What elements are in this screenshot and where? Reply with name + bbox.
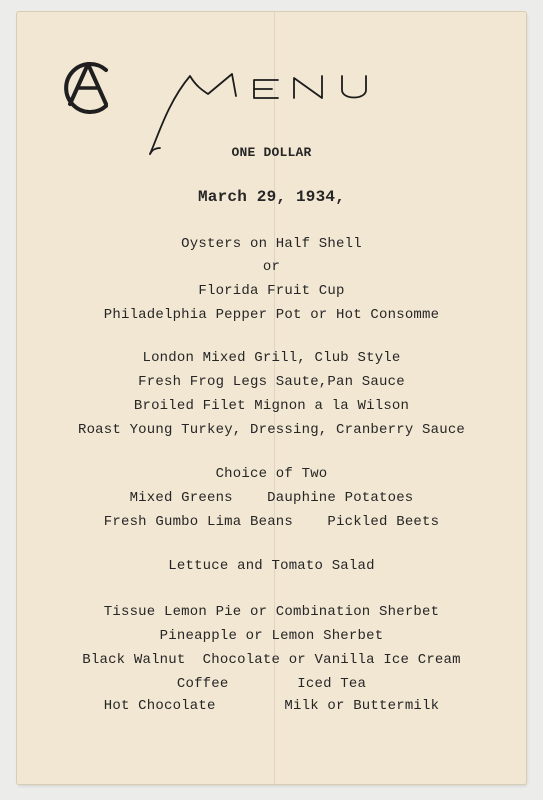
menu-item: Pineapple or Lemon Sherbet bbox=[159, 628, 384, 644]
menu-item: Tissue Lemon Pie or Combination Sherbet bbox=[103, 604, 440, 620]
menu-item: Philadelphia Pepper Pot or Hot Consomme bbox=[103, 307, 440, 323]
menu-item: Florida Fruit Cup bbox=[198, 283, 345, 299]
menu-item: Coffee Iced Tea bbox=[176, 676, 367, 692]
menu-item: or bbox=[262, 259, 281, 275]
menu-item: Oysters on Half Shell bbox=[181, 236, 362, 252]
menu-item: Roast Young Turkey, Dressing, Cranberry Sauce bbox=[77, 422, 466, 438]
menu-item: Fresh Frog Legs Saute,Pan Sauce bbox=[138, 374, 405, 390]
menu-item: Mixed Greens Dauphine Potatoes bbox=[129, 490, 414, 506]
monogram-logo bbox=[56, 56, 120, 120]
menu-date: March 29, 1934, bbox=[197, 188, 346, 206]
section-heading: Choice of Two bbox=[215, 466, 328, 482]
price-heading: ONE DOLLAR bbox=[231, 145, 312, 160]
menu-item: London Mixed Grill, Club Style bbox=[142, 350, 401, 366]
menu-item: Fresh Gumbo Lima Beans Pickled Beets bbox=[103, 514, 440, 530]
menu-item: Lettuce and Tomato Salad bbox=[168, 558, 375, 574]
menu-item: Hot Chocolate Milk or Buttermilk bbox=[103, 698, 440, 714]
menu-item: Broiled Filet Mignon a la Wilson bbox=[133, 398, 410, 414]
menu-item: Black Walnut Chocolate or Vanilla Ice Cream bbox=[82, 652, 461, 668]
